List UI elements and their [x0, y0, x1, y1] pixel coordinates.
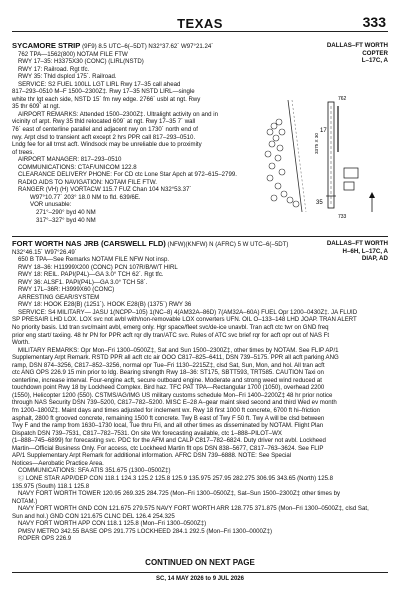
sycamore-text-line: Lndg fee for all trnst acft. Windsock may be unreliable due to proximity	[12, 141, 202, 149]
rwy-35-label: 35	[316, 200, 323, 206]
fortworth-text-line: RWY 18: REIL. PAPI(P4L)—GA 3.0° TCH 62´. Rgt tfc.	[18, 271, 164, 279]
sycamore-heading	[12, 42, 250, 51]
north-arrow-head-icon	[369, 192, 375, 198]
fortworth-text-line: N32°46.15´ W97°26.49´	[12, 248, 77, 256]
fortworth-text-line: ctc ANG OPS 226.9 15 min prior to ldg. Bearing strength Rwy 18–36: ST175, SBTT593, TRT585. CAUTION Taxi on	[12, 369, 324, 377]
sycamore-airport-diagram	[254, 92, 386, 222]
fortworth-text-line: AP/1 Supplementary Arpt Remark for additional information. AFRC DSN 739–6888. NOTE: See Special	[12, 452, 292, 460]
fortworth-text-line: RWY 17L–36R: H3999X60 (CONC)	[18, 286, 115, 294]
fortworth-text-line: Worth.	[12, 339, 30, 347]
entry-separator	[12, 236, 388, 237]
sycamore-text-line: of trees.	[12, 148, 35, 156]
sycamore-body	[12, 51, 250, 225]
fortworth-heading-rest: (NFW)(KNFW) N (AFRC) 5 W UTC–6(–5DT)	[167, 241, 289, 248]
fortworth-text-line: RWY 36: ALSF1. PAPI(P4L)—GA 3.0° TCH 58´.	[18, 278, 148, 286]
fortworth-text-line: Dispatch DSN 739–7531, C817–782–7531. On site Wx forecasting available, ctc 1–888–PILOT–WX	[12, 429, 282, 437]
sycamore-loc-chart: COPTER	[362, 49, 388, 57]
tree-symbols	[265, 119, 299, 207]
sycamore-text-line: 35 thr 609´ at ngt.	[12, 103, 61, 111]
sycamore-text-line: AIRPORT MANAGER: 817–293–0510	[18, 156, 122, 164]
sycamore-loc-city: DALLAS–FT WORTH	[326, 42, 388, 49]
fortworth-text-line: SP PRESAIR LHD LOX. LOX svc not avbl with/non-removable LOX converters UFN. OIL O–133–148 LHD JOAP. TRAN ALERT	[12, 316, 357, 324]
fortworth-text-line: 135.975 (South) 118.1 125.8	[12, 482, 90, 490]
sycamore-text-line: white thr lgt each side, NSTD 15´ fm rwy edge. 2766´ usbl at ngt. Rwy	[12, 95, 201, 103]
sycamore-text-line: RWY 17–35: H3375X30 (CONC) (LIRL(NSTD)	[18, 58, 144, 66]
fortworth-location-block	[327, 240, 388, 263]
state-title: TEXAS	[177, 16, 223, 31]
fortworth-text-line: NAVY FORT WORTH GND CON 121.675 279.575 NAVY FORT WORTH ARR 128.775 371.875 (Mon–Fri 1300–0500Z‡, clsd Sat,	[18, 505, 369, 513]
fortworth-text-line: Ⓒ LONE STAR APP/DEP CON 118.1 124.3 125.2 125.8 125.9 135.975 257.95 282.275 306.95 343.65 (North) 125.8	[18, 474, 334, 482]
header-rule	[12, 31, 388, 32]
rwy-dimension-label: 3375 X 30	[314, 133, 319, 154]
fortworth-text-line: NAVY FORT WORTH TOWER 120.95 269.325 284.725 (Mon–Fri 1300–0500Z‡, Sat–Sun 1500–2300Z‡ other times by	[18, 490, 341, 498]
fortworth-text-line: touchdown point Rwy 18 by Lockheed Complex. Bird haz. TFC PAT TPA—Rectangular 1700 (1050), overhead 2200	[12, 384, 325, 392]
fortworth-text-line: PMSV METRO 342.55 BASE OPS 291.775 LOCKHEED 284.1 292.5 (Mon–Fri 1300–0000Z‡)	[18, 527, 273, 535]
fortworth-text-line: through NAS Security DSN 739–5200, C817–782–5200. MISC E–28 A–gear maint sked second and third Wed ev month	[12, 399, 337, 407]
railroad-line	[288, 100, 302, 212]
sycamore-text-line: COMMUNICATIONS: CTAF/UNICOM 122.8	[18, 163, 137, 171]
sycamore-text-line: AIRPORT REMARKS: Attended 1500–2300Z‡. Ultralight activity on and in	[18, 110, 218, 118]
fortworth-text-line: ramp, DSN 874–3256, C817–852–3256, normal opr Tue–Fri 1130–2215Z‡, clsd Sat, Sun, Mon, and hol. All tran acft	[12, 361, 325, 369]
sycamore-text-line: VOR unusable:	[30, 201, 72, 209]
fortworth-text-line: prior eng start/ taxiing. 48 hr PN for PPR acft rqr dly tran/ATC svc. Rules of ATC svc brief rqr for acft opr out of NAS Ft	[12, 331, 330, 339]
building	[344, 182, 354, 190]
fortworth-text-line: Supplementary Arpt Remark. RSTD PPR all acft ctc air OOO C817–825–6411, DSN 739–5175. PPR all acft parking ANG	[12, 354, 339, 362]
hangar-building	[344, 168, 358, 178]
fortworth-text-line: RWY 18: HOOK E28(B) (1251´). HOOK E28(B) (1375´) RWY 36	[18, 301, 192, 309]
elev-bottom-label: 733	[338, 214, 347, 220]
fortworth-loc-city: DALLAS–FT WORTH	[326, 240, 388, 247]
fortworth-text-line: Martin—Official Business Only. For access, ctc Lockheed Martin flt ops DSN 838–5677, C817–763–3624. See FLIP	[12, 444, 324, 452]
page-number: 333	[362, 14, 386, 30]
fort-worth-nas-entry	[12, 240, 388, 543]
sycamore-text-line: 762 TPA—1562(800) NOTAM FILE FTW	[18, 50, 128, 58]
fortworth-text-line: NAVY FORT WORTH APP CON 118.1 125.8 (Mon–Fri 1300–0500Z‡)	[18, 520, 207, 528]
fortworth-text-line: centerline, increase interval. Four-engine acft, secure outboard engine. Moderate and strong weed wind reduced at	[12, 376, 322, 384]
sycamore-heading-rest: (9F9) 8.5 UTC–6(–5DT) N32°37.62´ W97°21.24´	[82, 43, 214, 50]
elev-top-label: 762	[338, 96, 347, 102]
fortworth-text-line: MILITARY REMARKS: Opr Mon–Fri 1300–0500Z‡, Sat and Sun 1500–2300Z‡, other times by NOTAM. See FLIP AP/1	[18, 346, 339, 354]
fortworth-loc-chart: H–6H, L–17C, A	[342, 247, 388, 255]
fortworth-text-line: Notices—Aerobatic Practice Area.	[12, 459, 104, 467]
fortworth-text-line: No priority basis. Ltd tran svc/maint avbl, emerg only. Hgr space/fleet svc/de-ice unavbl. Tran acft ctc twr on GND freq	[12, 324, 329, 332]
fortworth-text-line: NOTAM.)	[12, 497, 38, 505]
sycamore-loc-code: L–17C, A	[361, 57, 388, 65]
fortworth-text-line: 650 B TPA—See Remarks NOTAM FILE NFW Not insp.	[18, 256, 170, 264]
sycamore-text-line: 271°–290° byd 40 NM	[36, 209, 96, 217]
fortworth-text-line: asphalt, 2800 ft grooved concrete, remaining 1500 ft concrete. Twy B east of Twy F 50 ft. Twy A will be clsd between	[12, 414, 325, 422]
fortworth-name: FORT WORTH NAS JRB (CARSWELL FLD)	[12, 240, 166, 248]
fortworth-text-line: ROPER OPS 226.9	[18, 535, 72, 543]
fortworth-text-line: Sun and hol.) GND CON 121.675 CLNC DEL 126.4 254.325	[12, 512, 175, 520]
sycamore-text-line: RADIO AIDS TO NAVIGATION: NOTAM FILE FTW.	[18, 178, 157, 186]
sycamore-text-line: 76´ east of centerline parallel and adjacent rwy on 1730´ north end of	[12, 126, 198, 134]
sycamore-location-block	[327, 42, 388, 65]
fortworth-heading	[12, 240, 312, 249]
fortworth-body	[12, 249, 388, 543]
fortworth-loc-code: DIAP, AD	[361, 255, 388, 263]
fortworth-text-line: (1550), Helicopter 1200 (550). CSTMS/AG/IMG US military customs schedule Mon–Fri 1400–2200Z‡ 48 hr prior notice	[12, 391, 333, 399]
sycamore-text-line: vicinity of arpt. Rwy 35 thld relocated 609´ at ngt. Rwy 17–35 7´ wall	[12, 118, 196, 126]
rwy-17-label: 17	[320, 128, 327, 134]
road-line	[292, 100, 306, 212]
page-header	[0, 0, 400, 30]
footer-rule	[12, 572, 388, 573]
airport-diagram-svg	[254, 92, 386, 222]
sycamore-text-line: 317°–327° byd 40 NM	[36, 216, 96, 224]
fortworth-text-line: fm 1200–1800Z‡. Maint days and times adjusted for inclement wx. Rwy 18 first 1000 ft concrete, 6700 ft hi–friction	[12, 407, 320, 415]
fortworth-text-line: Twy F and the ramp from 1630–1730 local, Tue thru Fri, and all other times as disseminated by NOTAM. Flight Plan	[12, 422, 324, 430]
sycamore-text-line: SERVICE: S2 FUEL 100LL LGT LIRL Rwy 17–35 call ahead	[18, 80, 181, 88]
sycamore-text-line: rwy. Arpt clsd to transient acft except 2 hrs PPR call 817–293–0510.	[12, 133, 196, 141]
sycamore-name: SYCAMORE STRIP	[12, 42, 81, 50]
effective-dates: SC, 14 MAY 2026 to 9 JUL 2026	[156, 576, 244, 582]
fortworth-text-line: (1–888–745–6899) for forecasting svc. PDC for the AFM and CALP C817–782–6824. Duty driver not avbl. Lockheed	[12, 437, 326, 445]
sycamore-text-line: 817–293–0510 M–F 1500–2300Z‡. Rwy 17–35 NSTD LIRL—single	[12, 88, 195, 96]
fortworth-text-line: SERVICE: S4 MILITARY— JASU 1(NCPP–105) 1(NC–8) 4(AM32A–86D) 7(AM32A–60A) FUEL Opr 1200–0430Z‡. JA FLUID	[18, 308, 358, 316]
fortworth-text-line: ARRESTING GEAR/SYSTEM	[18, 293, 100, 301]
sycamore-text-line: W97°10.77´ 203° 18.0 NM to fld. 639/6E.	[30, 193, 141, 201]
continued-notice: CONTINUED ON NEXT PAGE	[145, 558, 255, 567]
sycamore-text-line: RANGER (VH) (H) VORTACW 115.7 FUZ Chan 104 N32°53.37´	[18, 186, 192, 194]
sycamore-text-line: RWY 35: Thld dsplcd 175´. Railroad.	[18, 73, 117, 81]
fortworth-text-line: COMMUNICATIONS: SFA ATIS 351.675 (1300–0500Z‡)	[18, 467, 171, 475]
fortworth-text-line: RWY 18–36: H11999X200 (CONC) PCN 107R/B/W/T HIRL	[18, 263, 178, 271]
sycamore-text-line: CLEARANCE DELIVERY PHONE: For CD ctc Lone Star Apch at 972–615–2799.	[18, 171, 237, 179]
sycamore-text-line: RWY 17: Railroad. Rgt tfc.	[18, 65, 90, 73]
